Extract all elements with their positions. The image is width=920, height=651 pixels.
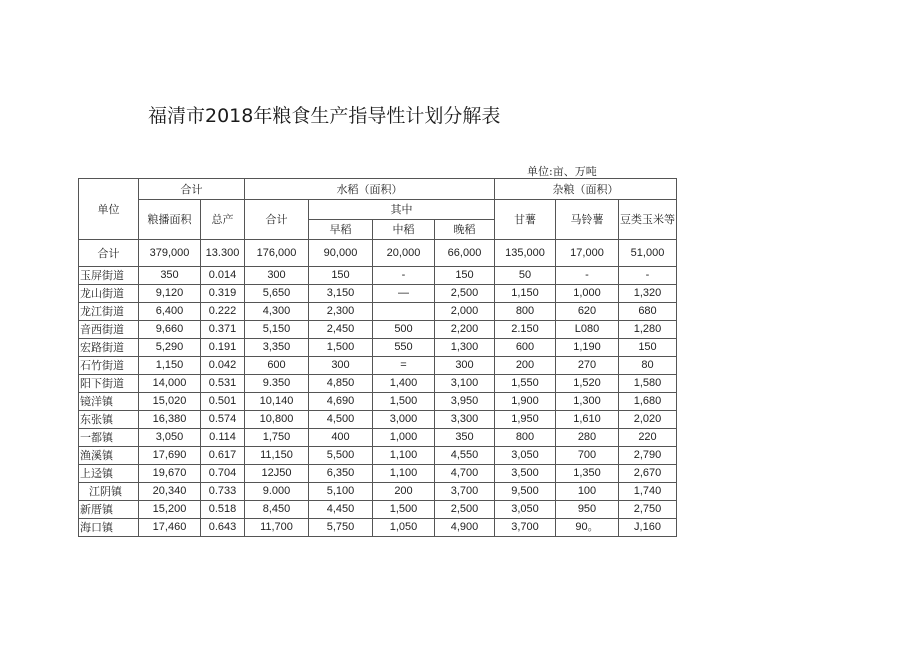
value-cell-potato: 1,000 [556, 285, 619, 303]
grain-plan-table [78, 178, 677, 537]
value-cell-output: 0.371 [201, 321, 245, 339]
value-cell-output: 0.501 [201, 393, 245, 411]
header-potato: 马铃薯 [556, 200, 619, 240]
value-cell-output: 0.518 [201, 501, 245, 519]
header-rice-total: 合计 [245, 200, 309, 240]
value-cell-sweet: 50 [495, 267, 556, 285]
header-late-rice: 晚稻 [435, 220, 495, 240]
row-name-cell: 阳下街道 [79, 375, 139, 393]
value-cell-beans: 51,000 [619, 240, 677, 267]
value-cell-rice: 11,700 [245, 519, 309, 537]
value-cell-late: 2,200 [435, 321, 495, 339]
value-cell-area: 16,380 [139, 411, 201, 429]
value-cell-late: 1,300 [435, 339, 495, 357]
value-cell-rice: 600 [245, 357, 309, 375]
value-cell-sweet: 1,550 [495, 375, 556, 393]
unit-note: 单位:亩、万吨 [527, 165, 597, 178]
value-cell-early: 300 [309, 357, 373, 375]
row-name-cell: 玉屏街道 [79, 267, 139, 285]
value-cell-output: 0.014 [201, 267, 245, 285]
value-cell-sweet: 800 [495, 429, 556, 447]
value-cell-rice: 3,350 [245, 339, 309, 357]
table-row [79, 501, 677, 519]
value-cell-sweet: 3,500 [495, 465, 556, 483]
value-cell-sweet: 1,900 [495, 393, 556, 411]
table-row [79, 321, 677, 339]
header-sweet-potato: 甘薯 [495, 200, 556, 240]
header-early-rice: 早稻 [309, 220, 373, 240]
row-name-cell: 镜洋镇 [79, 393, 139, 411]
value-cell-sweet: 3,700 [495, 519, 556, 537]
value-cell-output: 0.704 [201, 465, 245, 483]
value-cell-rice: 9.000 [245, 483, 309, 501]
value-cell-beans: 2,670 [619, 465, 677, 483]
value-cell-sweet: 135,000 [495, 240, 556, 267]
value-cell-potato: - [556, 267, 619, 285]
value-cell-output: 0.733 [201, 483, 245, 501]
table-row [79, 357, 677, 375]
row-name-cell: 石竹街道 [79, 357, 139, 375]
row-name-cell: 江阴镇 [79, 483, 139, 501]
value-cell-area: 9,660 [139, 321, 201, 339]
value-cell-mid: 1,000 [373, 429, 435, 447]
value-cell-mid [373, 303, 435, 321]
value-cell-area: 19,670 [139, 465, 201, 483]
value-cell-output: 0.617 [201, 447, 245, 465]
value-cell-output: 13.300 [201, 240, 245, 267]
table-row [79, 267, 677, 285]
value-cell-area: 14,000 [139, 375, 201, 393]
value-cell-sweet: 800 [495, 303, 556, 321]
value-cell-late: 350 [435, 429, 495, 447]
value-cell-output: 0.643 [201, 519, 245, 537]
value-cell-rice: 1,750 [245, 429, 309, 447]
row-name-cell: 上迳镇 [79, 465, 139, 483]
row-name-cell: 龙江街道 [79, 303, 139, 321]
value-cell-late: 3,700 [435, 483, 495, 501]
table-row [79, 483, 677, 501]
value-cell-rice: 12J50 [245, 465, 309, 483]
value-cell-potato: 700 [556, 447, 619, 465]
value-cell-area: 6,400 [139, 303, 201, 321]
value-cell-late: 2,500 [435, 285, 495, 303]
value-cell-potato: 1,300 [556, 393, 619, 411]
header-of-which: 其中 [309, 200, 495, 220]
value-cell-early: 3,150 [309, 285, 373, 303]
value-cell-area: 17,690 [139, 447, 201, 465]
value-cell-output: 0.114 [201, 429, 245, 447]
value-cell-sweet: 2.150 [495, 321, 556, 339]
table-row [79, 447, 677, 465]
value-cell-early: 6,350 [309, 465, 373, 483]
total-row [79, 240, 677, 267]
value-cell-mid: 1,050 [373, 519, 435, 537]
value-cell-potato: 1,520 [556, 375, 619, 393]
value-cell-mid: - [373, 267, 435, 285]
row-name-cell: 宏路街道 [79, 339, 139, 357]
value-cell-rice: 5,650 [245, 285, 309, 303]
value-cell-area: 350 [139, 267, 201, 285]
value-cell-beans: 80 [619, 357, 677, 375]
value-cell-beans: 2,750 [619, 501, 677, 519]
table-row [79, 375, 677, 393]
value-cell-early: 150 [309, 267, 373, 285]
row-name-cell: 音西街道 [79, 321, 139, 339]
value-cell-rice: 300 [245, 267, 309, 285]
value-cell-late: 4,550 [435, 447, 495, 465]
table-row [79, 303, 677, 321]
value-cell-rice: 10,140 [245, 393, 309, 411]
value-cell-mid: — [373, 285, 435, 303]
value-cell-early: 5,100 [309, 483, 373, 501]
table-row [79, 429, 677, 447]
value-cell-beans: 2,790 [619, 447, 677, 465]
value-cell-late: 66,000 [435, 240, 495, 267]
value-cell-late: 4,700 [435, 465, 495, 483]
value-cell-area: 1,150 [139, 357, 201, 375]
value-cell-beans: 1,280 [619, 321, 677, 339]
value-cell-early: 2,450 [309, 321, 373, 339]
value-cell-output: 0.191 [201, 339, 245, 357]
value-cell-mid: 1,500 [373, 501, 435, 519]
value-cell-potato: 90。 [556, 519, 619, 537]
row-name-cell: 渔溪镇 [79, 447, 139, 465]
value-cell-mid: = [373, 357, 435, 375]
value-cell-potato: 270 [556, 357, 619, 375]
value-cell-sweet: 3,050 [495, 447, 556, 465]
value-cell-sweet: 3,050 [495, 501, 556, 519]
value-cell-early: 90,000 [309, 240, 373, 267]
row-name-cell: 海口镇 [79, 519, 139, 537]
value-cell-sweet: 1,950 [495, 411, 556, 429]
table-row [79, 411, 677, 429]
value-cell-rice: 8,450 [245, 501, 309, 519]
value-cell-sweet: 9,500 [495, 483, 556, 501]
value-cell-beans: 150 [619, 339, 677, 357]
table-row [79, 519, 677, 537]
value-cell-late: 2,500 [435, 501, 495, 519]
value-cell-area: 379,000 [139, 240, 201, 267]
table-row [79, 393, 677, 411]
value-cell-beans: 1,580 [619, 375, 677, 393]
value-cell-sweet: 1,150 [495, 285, 556, 303]
value-cell-beans: 1,320 [619, 285, 677, 303]
value-cell-early: 5,750 [309, 519, 373, 537]
value-cell-late: 2,000 [435, 303, 495, 321]
value-cell-potato: 620 [556, 303, 619, 321]
value-cell-beans: J,160 [619, 519, 677, 537]
value-cell-mid: 550 [373, 339, 435, 357]
value-cell-area: 17,460 [139, 519, 201, 537]
value-cell-area: 3,050 [139, 429, 201, 447]
header-unit: 单位 [79, 179, 139, 240]
value-cell-mid: 500 [373, 321, 435, 339]
value-cell-potato: 17,000 [556, 240, 619, 267]
value-cell-sweet: 200 [495, 357, 556, 375]
value-cell-area: 9,120 [139, 285, 201, 303]
value-cell-mid: 1,100 [373, 465, 435, 483]
value-cell-early: 4,500 [309, 411, 373, 429]
table-row [79, 285, 677, 303]
value-cell-early: 2,300 [309, 303, 373, 321]
row-name-cell: 新厝镇 [79, 501, 139, 519]
value-cell-potato: L080 [556, 321, 619, 339]
row-name-cell: 合计 [79, 240, 139, 267]
value-cell-early: 4,850 [309, 375, 373, 393]
table-body [79, 240, 677, 537]
value-cell-mid: 3,000 [373, 411, 435, 429]
value-cell-potato: 1,350 [556, 465, 619, 483]
value-cell-area: 20,340 [139, 483, 201, 501]
document-title: 福清市2018年粮食生产指导性计划分解表 [148, 105, 501, 127]
value-cell-rice: 176,000 [245, 240, 309, 267]
value-cell-mid: 1,400 [373, 375, 435, 393]
value-cell-output: 0.531 [201, 375, 245, 393]
value-cell-area: 5,290 [139, 339, 201, 357]
value-cell-early: 400 [309, 429, 373, 447]
value-cell-late: 3,950 [435, 393, 495, 411]
value-cell-beans: 1,680 [619, 393, 677, 411]
value-cell-mid: 20,000 [373, 240, 435, 267]
value-cell-beans: 680 [619, 303, 677, 321]
value-cell-area: 15,020 [139, 393, 201, 411]
header-total-group: 合计 [139, 179, 245, 200]
value-cell-early: 5,500 [309, 447, 373, 465]
table-row [79, 465, 677, 483]
value-cell-late: 150 [435, 267, 495, 285]
value-cell-rice: 5,150 [245, 321, 309, 339]
value-cell-output: 0.222 [201, 303, 245, 321]
header-rice-group: 水稻（面积） [245, 179, 495, 200]
value-cell-output: 0.319 [201, 285, 245, 303]
value-cell-beans: 220 [619, 429, 677, 447]
header-total-output: 总产 [201, 200, 245, 240]
value-cell-mid: 200 [373, 483, 435, 501]
value-cell-late: 3,300 [435, 411, 495, 429]
value-cell-beans: - [619, 267, 677, 285]
value-cell-mid: 1,100 [373, 447, 435, 465]
value-cell-potato: 280 [556, 429, 619, 447]
value-cell-beans: 2,020 [619, 411, 677, 429]
value-cell-beans: 1,740 [619, 483, 677, 501]
value-cell-potato: 950 [556, 501, 619, 519]
value-cell-rice: 10,800 [245, 411, 309, 429]
value-cell-late: 4,900 [435, 519, 495, 537]
value-cell-potato: 1,610 [556, 411, 619, 429]
value-cell-rice: 9.350 [245, 375, 309, 393]
value-cell-sweet: 600 [495, 339, 556, 357]
value-cell-output: 0.042 [201, 357, 245, 375]
value-cell-area: 15,200 [139, 501, 201, 519]
value-cell-potato: 1,190 [556, 339, 619, 357]
value-cell-late: 300 [435, 357, 495, 375]
value-cell-late: 3,100 [435, 375, 495, 393]
value-cell-potato: 100 [556, 483, 619, 501]
row-name-cell: 一都镇 [79, 429, 139, 447]
value-cell-output: 0.574 [201, 411, 245, 429]
header-grain-area: 粮播面积 [139, 200, 201, 240]
value-cell-rice: 4,300 [245, 303, 309, 321]
row-name-cell: 龙山街道 [79, 285, 139, 303]
value-cell-early: 1,500 [309, 339, 373, 357]
header-mid-rice: 中稻 [373, 220, 435, 240]
value-cell-rice: 11,150 [245, 447, 309, 465]
value-cell-mid: 1,500 [373, 393, 435, 411]
row-name-cell: 东张镇 [79, 411, 139, 429]
value-cell-early: 4,450 [309, 501, 373, 519]
table-row [79, 339, 677, 357]
value-cell-early: 4,690 [309, 393, 373, 411]
header-misc-group: 杂粮（面积） [495, 179, 677, 200]
header-beans-corn: 豆类玉米等 [619, 200, 677, 240]
